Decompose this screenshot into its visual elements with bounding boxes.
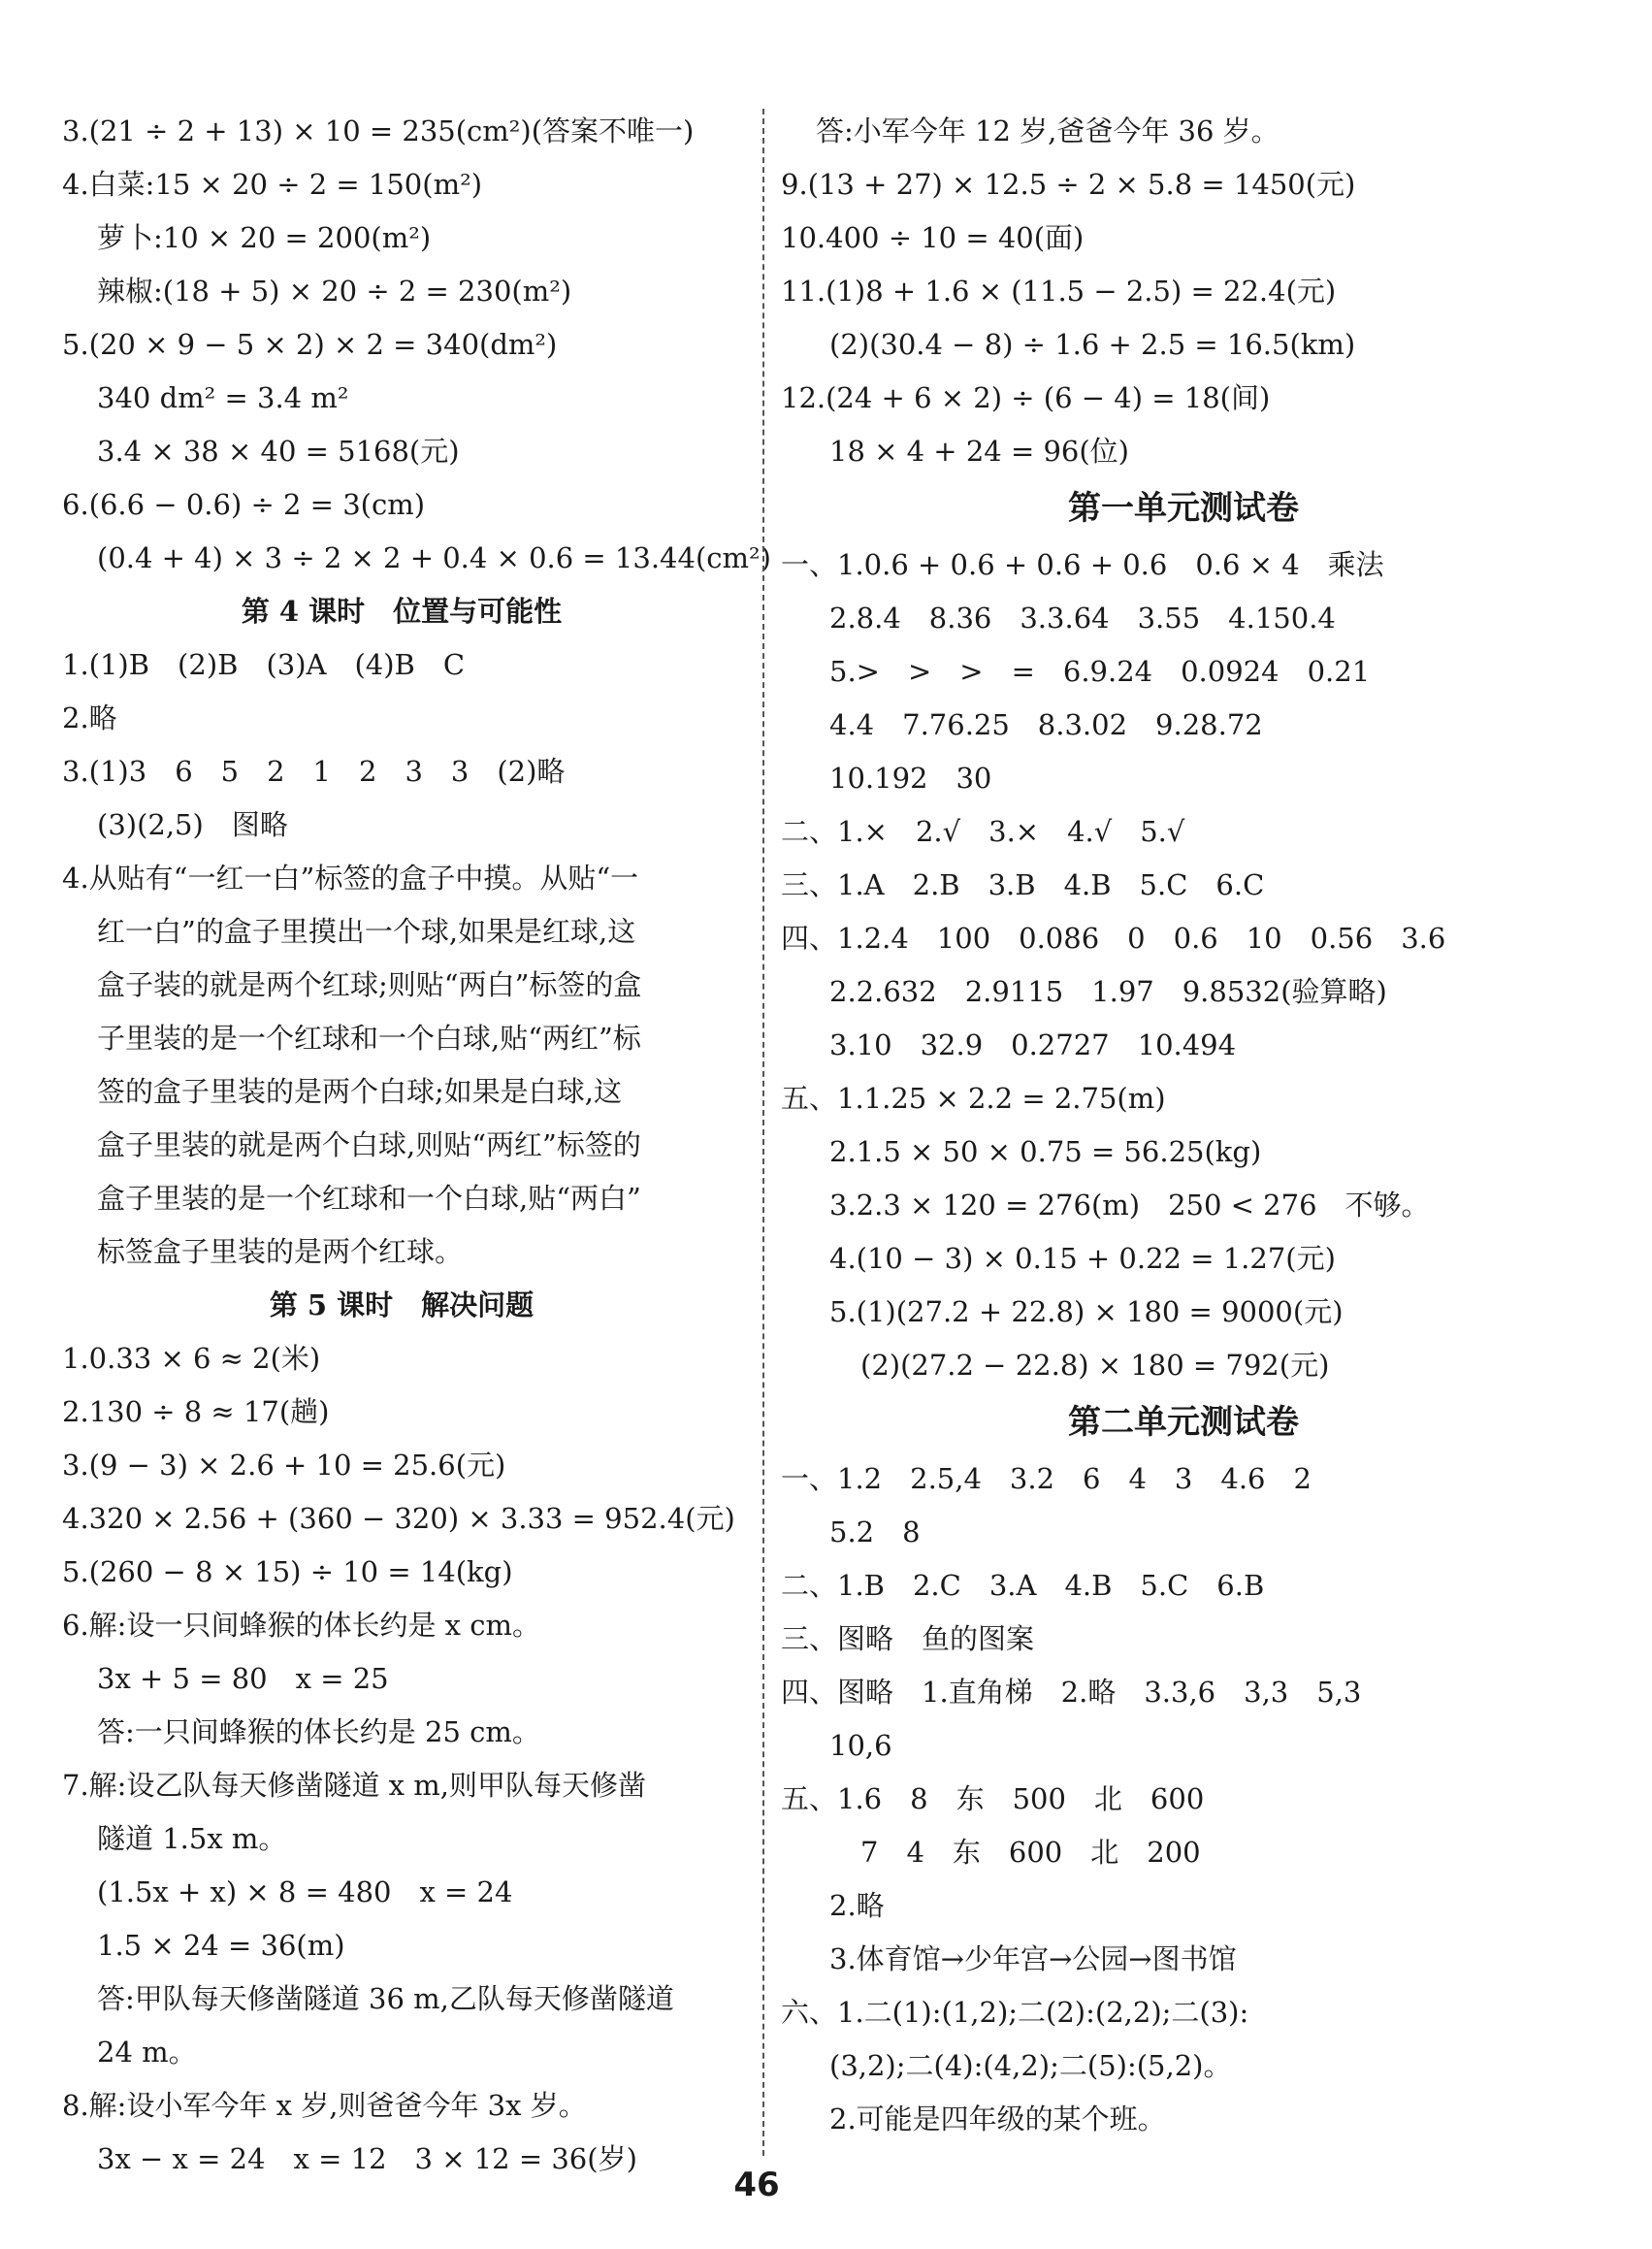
answer-line: 二、1.B 2.C 3.A 4.B 5.C 6.B (781, 1569, 1265, 1602)
answer-line: 6.(6.6 − 0.6) ÷ 2 = 3(cm) (62, 488, 426, 521)
answer-line: 3.4 × 38 × 40 = 5168(元) (97, 435, 460, 468)
answer-line: 2.130 ÷ 8 ≈ 17(趟) (62, 1395, 330, 1428)
answer-line: 盒子里装的就是两个白球,则贴“两红”标签的 (97, 1128, 641, 1161)
answer-line: 18 × 4 + 24 = 96(位) (829, 435, 1129, 468)
answer-line: 红一白”的盒子里摸出一个球,如果是红球,这 (97, 915, 636, 948)
answer-line: 2.8.4 8.36 3.3.64 3.55 4.150.4 (829, 602, 1336, 635)
answer-line: 3.(21 ÷ 2 + 13) × 10 = 235(cm²)(答案不唯一) (62, 114, 695, 147)
answer-line: 答:甲队每天修凿隧道 36 m,乙队每天修凿隧道 (97, 1982, 674, 2015)
answer-line: 2.可能是四年级的某个班。 (829, 2102, 1166, 2135)
answer-line: 二、1.× 2.√ 3.× 4.√ 5.√ (781, 815, 1185, 848)
answer-line: (2)(27.2 − 22.8) × 180 = 792(元) (860, 1349, 1330, 1382)
answer-line: 答:小军今年 12 岁,爸爸今年 36 岁。 (816, 114, 1279, 147)
answer-line: 8.解:设小军今年 x 岁,则爸爸今年 3x 岁。 (62, 2089, 587, 2122)
answer-line: 5.2 8 (829, 1516, 921, 1548)
answer-line: (3)(2,5) 图略 (97, 808, 288, 841)
answer-line: 盒子里装的是一个红球和一个白球,贴“两白” (97, 1182, 641, 1215)
answer-line: 4.白菜:15 × 20 ÷ 2 = 150(m²) (62, 168, 483, 201)
right-column (781, 105, 1586, 2146)
left-column (62, 105, 771, 2186)
answer-line: 3x + 5 = 80 x = 25 (97, 1662, 389, 1695)
answer-line: 辣椒:(18 + 5) × 20 ÷ 2 = 230(m²) (97, 275, 572, 308)
answer-line: 3.体育馆→少年宫→公园→图书馆 (829, 1942, 1237, 1975)
answer-line: 4.(10 − 3) × 0.15 + 0.22 = 1.27(元) (829, 1242, 1336, 1275)
answer-line: 一、1.0.6 + 0.6 + 0.6 + 0.6 0.6 × 4 乘法 (781, 548, 1384, 581)
answer-line: 9.(13 + 27) × 12.5 ÷ 2 × 5.8 = 1450(元) (781, 168, 1356, 201)
answer-line: 24 m。 (97, 2036, 197, 2069)
answer-line: 子里装的是一个红球和一个白球,贴“两红”标 (97, 1022, 641, 1055)
answer-line: 1.0.33 × 6 ≈ 2(米) (62, 1342, 321, 1375)
answer-line: 盒子装的就是两个红球;则贴“两白”标签的盒 (97, 968, 642, 1001)
answer-line: 答:一只间蜂猴的体长约是 25 cm。 (97, 1715, 540, 1748)
answer-line: 5.> > > = 6.9.24 0.0924 0.21 (829, 655, 1371, 688)
section-heading: 第二单元测试卷 (1068, 1403, 1299, 1442)
answer-line: 10,6 (829, 1729, 892, 1762)
answer-line: 11.(1)8 + 1.6 × (11.5 − 2.5) = 22.4(元) (781, 275, 1337, 308)
answer-line: 五、1.6 8 东 500 北 600 (781, 1782, 1205, 1815)
answer-line: 4.320 × 2.56 + (360 − 320) × 3.33 = 952.4(元) (62, 1502, 735, 1535)
answer-line: 7.解:设乙队每天修凿隧道 x m,则甲队每天修凿 (62, 1769, 646, 1802)
answer-line: (0.4 + 4) × 3 ÷ 2 × 2 + 0.4 × 0.6 = 13.44(cm²) (97, 541, 771, 574)
answer-line: 7 4 东 600 北 200 (860, 1836, 1201, 1869)
answer-line: 5.(1)(27.2 + 22.8) × 180 = 9000(元) (829, 1295, 1344, 1328)
answer-line: 签的盒子里装的是两个白球;如果是白球,这 (97, 1075, 622, 1108)
answer-line: 五、1.1.25 × 2.2 = 2.75(m) (781, 1082, 1166, 1115)
page-number: 46 (733, 2166, 780, 2204)
answer-line: 10.400 ÷ 10 = 40(面) (781, 221, 1085, 254)
answer-line: 3x − x = 24 x = 12 3 × 12 = 36(岁) (97, 2142, 637, 2175)
answer-line: (1.5x + x) × 8 = 480 x = 24 (97, 1875, 513, 1908)
column-divider (762, 109, 764, 2156)
answer-line: 一、1.2 2.5,4 3.2 6 4 3 4.6 2 (781, 1462, 1312, 1495)
answer-line: 6.解:设一只间蜂猴的体长约是 x cm。 (62, 1609, 540, 1642)
answer-line: 萝卜:10 × 20 = 200(m²) (97, 221, 432, 254)
answer-line: 1.5 × 24 = 36(m) (97, 1929, 345, 1962)
answer-line: 340 dm² = 3.4 m² (97, 381, 349, 414)
answer-line: 12.(24 + 6 × 2) ÷ (6 − 4) = 18(间) (781, 381, 1271, 414)
answer-line: 隧道 1.5x m。 (97, 1822, 287, 1855)
section-heading: 第 4 课时 位置与可能性 (241, 595, 563, 628)
answer-line: 5.(20 × 9 − 5 × 2) × 2 = 340(dm²) (62, 328, 558, 361)
answer-line: 4.4 7.76.25 8.3.02 9.28.72 (829, 708, 1263, 741)
answer-line: 三、图略 鱼的图案 (781, 1622, 1035, 1655)
answer-line: 5.(260 − 8 × 15) ÷ 10 = 14(kg) (62, 1555, 513, 1588)
answer-line: 2.略 (829, 1889, 885, 1922)
answer-line: 1.(1)B (2)B (3)A (4)B C (62, 648, 466, 681)
answer-line: 四、1.2.4 100 0.086 0 0.6 10 0.56 3.6 (781, 922, 1446, 955)
answer-line: 3.10 32.9 0.2727 10.494 (829, 1028, 1237, 1061)
answer-line: 10.192 30 (829, 762, 992, 795)
answer-line: 2.1.5 × 50 × 0.75 = 56.25(kg) (829, 1135, 1262, 1168)
answer-line: (3,2);二(4):(4,2);二(5):(5,2)。 (829, 2049, 1232, 2082)
answer-line: 2.2.632 2.9115 1.97 9.8532(验算略) (829, 975, 1387, 1008)
answer-line: 标签盒子里装的是两个红球。 (97, 1235, 464, 1268)
answer-line: 四、图略 1.直角梯 2.略 3.3,6 3,3 5,3 (781, 1676, 1362, 1709)
answer-line: 3.(9 − 3) × 2.6 + 10 = 25.6(元) (62, 1449, 506, 1482)
section-heading: 第 5 课时 解决问题 (269, 1288, 534, 1321)
answer-line: 三、1.A 2.B 3.B 4.B 5.C 6.C (781, 868, 1265, 901)
answer-line: 2.略 (62, 701, 117, 734)
answer-line: (2)(30.4 − 8) ÷ 1.6 + 2.5 = 16.5(km) (829, 328, 1356, 361)
answer-line: 4.从贴有“一红一白”标签的盒子中摸。从贴“一 (62, 862, 639, 895)
section-heading: 第一单元测试卷 (1068, 489, 1299, 528)
answer-line: 3.(1)3 6 5 2 1 2 3 3 (2)略 (62, 755, 566, 788)
answer-line: 六、1.二(1):(1,2);二(2):(2,2);二(3): (781, 1996, 1249, 2029)
answer-line: 3.2.3 × 120 = 276(m) 250 < 276 不够。 (829, 1189, 1430, 1222)
